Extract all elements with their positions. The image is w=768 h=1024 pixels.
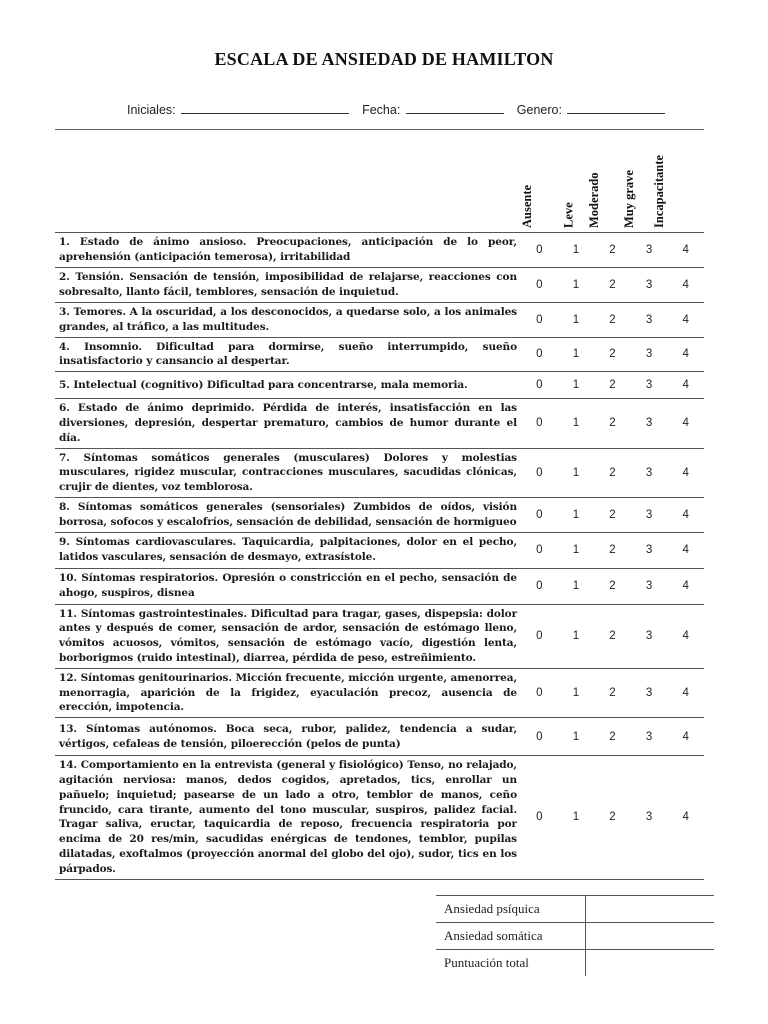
item-row (55, 267, 704, 302)
score-option[interactable]: 4 (667, 448, 704, 497)
score-option[interactable]: 0 (521, 372, 558, 399)
score-option[interactable]: 3 (631, 668, 668, 717)
score-option[interactable]: 2 (594, 756, 631, 879)
score-option[interactable]: 0 (521, 448, 558, 497)
score-option[interactable]: 1 (558, 568, 595, 604)
score-option[interactable]: 0 (521, 302, 558, 337)
summary-value-field[interactable] (586, 896, 715, 923)
score-option[interactable]: 4 (667, 668, 704, 717)
item-description: 7. Síntomas somáticos generales (musculares) Dolores y molestias musculares, rigidez muscular, contracciones musculares, sacudidas clónicas, crujir de dientes, voz temblorosa. (55, 448, 521, 497)
summary-table (436, 895, 714, 976)
score-option[interactable]: 3 (631, 532, 668, 568)
item-description: 2. Tensión. Sensación de tensión, imposibilidad de relajarse, reacciones con sobresalto, llanto fácil, temblores, sensación de inquietud. (55, 267, 521, 302)
score-option[interactable]: 3 (631, 399, 668, 448)
score-option[interactable]: 1 (558, 718, 595, 756)
score-option[interactable]: 3 (631, 267, 668, 302)
score-option[interactable]: 2 (594, 604, 631, 668)
score-option[interactable]: 3 (631, 302, 668, 337)
score-option[interactable]: 4 (667, 604, 704, 668)
score-option[interactable]: 1 (558, 604, 595, 668)
score-option[interactable]: 2 (594, 532, 631, 568)
score-option[interactable]: 1 (558, 448, 595, 497)
item-description: 6. Estado de ánimo deprimido. Pérdida de interés, insatisfacción en las diversiones, depresión, despertar prematuro, cambios de humor durante el día. (55, 399, 521, 448)
score-option[interactable]: 1 (558, 399, 595, 448)
score-option[interactable]: 3 (631, 337, 668, 372)
fecha-label: Fecha: (362, 103, 401, 117)
score-option[interactable]: 2 (594, 372, 631, 399)
score-option[interactable]: 2 (594, 337, 631, 372)
item-description: 10. Síntomas respiratorios. Opresión o constricción en el pecho, sensación de ahogo, suspiros, disnea (55, 568, 521, 604)
score-option[interactable]: 1 (558, 668, 595, 717)
score-option[interactable]: 3 (631, 568, 668, 604)
score-option[interactable]: 0 (521, 267, 558, 302)
item-row (55, 372, 704, 399)
score-option[interactable]: 1 (558, 302, 595, 337)
score-option[interactable]: 1 (558, 233, 595, 268)
score-option[interactable]: 4 (667, 756, 704, 879)
item-row (55, 302, 704, 337)
score-option[interactable]: 0 (521, 337, 558, 372)
iniciales-label: Iniciales: (127, 103, 176, 117)
score-option[interactable]: 0 (521, 756, 558, 879)
score-option[interactable]: 3 (631, 448, 668, 497)
summary-row (436, 896, 714, 923)
item-description: 1. Estado de ánimo ansioso. Preocupaciones, anticipación de lo peor, aprehensión (anticipación temerosa), irritabilidad (55, 233, 521, 268)
score-option[interactable]: 0 (521, 399, 558, 448)
score-option[interactable]: 3 (631, 604, 668, 668)
score-option[interactable]: 1 (558, 756, 595, 879)
top-divider (55, 129, 704, 130)
score-option[interactable]: 2 (594, 267, 631, 302)
score-option[interactable]: 0 (521, 497, 558, 532)
score-option[interactable]: 0 (521, 532, 558, 568)
header-fields (127, 101, 687, 117)
item-description: 8. Síntomas somáticos generales (sensoriales) Zumbidos de oídos, visión borrosa, sofocos y escalofríos, sensación de debilidad, sensación de hormigueo (55, 497, 521, 532)
score-option[interactable]: 4 (667, 337, 704, 372)
score-option[interactable]: 3 (631, 372, 668, 399)
score-option[interactable]: 1 (558, 267, 595, 302)
item-row (55, 568, 704, 604)
item-row (55, 448, 704, 497)
column-header-ausente (519, 136, 560, 228)
score-option[interactable]: 4 (667, 233, 704, 268)
item-description: 3. Temores. A la oscuridad, a los desconocidos, a quedarse solo, a los animales grandes, al tráfico, a las multitudes. (55, 302, 521, 337)
item-row (55, 233, 704, 268)
item-row (55, 337, 704, 372)
item-row (55, 718, 704, 756)
genero-field[interactable] (567, 101, 665, 114)
item-description: 14. Comportamiento en la entrevista (general y fisiológico) Tenso, no relajado, agitación nerviosa: manos, dedos cogidos, apretados, tics, enrollar un pañuelo; inquietud; pasearse de un lado a otro, temblor de manos, ceño fruncido, cara tirante, aumento del tono muscular, suspiros, palidez facial. Tragar saliva, eructar, taquicardia de reposo, frecuencia respiratoria por encima de 20 res/min, sacudidas enérgicas de tendones, temblor, pupilas dilatadas, exoftalmos (proyección anormal del globo del ojo), sudor, tics en los párpados. (55, 756, 521, 879)
item-description: 4. Insomnio. Dificultad para dormirse, sueño interrumpido, sueño insatisfactorio y cansancio al despertar. (55, 337, 521, 372)
column-label: Incapacitante (651, 155, 666, 228)
summary-label: Ansiedad psíquica (436, 896, 586, 923)
score-option[interactable]: 0 (521, 233, 558, 268)
score-option[interactable]: 4 (667, 568, 704, 604)
score-option[interactable]: 1 (558, 532, 595, 568)
score-option[interactable]: 2 (594, 302, 631, 337)
item-description: 5. Intelectual (cognitivo) Dificultad para concentrarse, mala memoria. (55, 372, 521, 399)
column-label: Muy grave (621, 170, 636, 228)
item-row (55, 497, 704, 532)
score-option[interactable]: 4 (667, 302, 704, 337)
iniciales-field[interactable] (181, 101, 349, 114)
score-option[interactable]: 4 (667, 532, 704, 568)
score-option[interactable]: 4 (667, 718, 704, 756)
score-option[interactable]: 2 (594, 399, 631, 448)
item-row (55, 668, 704, 717)
score-option[interactable]: 2 (594, 668, 631, 717)
item-row (55, 399, 704, 448)
score-option[interactable]: 1 (558, 372, 595, 399)
score-option[interactable]: 2 (594, 448, 631, 497)
score-option[interactable]: 2 (594, 233, 631, 268)
column-label: Ausente (519, 184, 534, 228)
score-option[interactable]: 3 (631, 233, 668, 268)
score-option[interactable]: 2 (594, 568, 631, 604)
item-description: 12. Síntomas genitourinarios. Micción frecuente, micción urgente, amenorrea, menorragia, aparición de la frigidez, eyaculación precoz, ausencia de erección, impotencia. (55, 668, 521, 717)
score-option[interactable]: 3 (631, 756, 668, 879)
score-option[interactable]: 0 (521, 718, 558, 756)
score-option[interactable]: 0 (521, 668, 558, 717)
fecha-field[interactable] (406, 101, 504, 114)
summary-label: Ansiedad somática (436, 923, 586, 950)
summary-value-field[interactable] (586, 923, 715, 950)
column-label: Leve (561, 202, 576, 228)
score-option[interactable]: 4 (667, 267, 704, 302)
score-option[interactable]: 3 (631, 718, 668, 756)
score-option[interactable]: 1 (558, 497, 595, 532)
summary-label: Puntuación total (444, 955, 529, 970)
page-title: ESCALA DE ANSIEDAD DE HAMILTON (214, 49, 554, 69)
score-option[interactable]: 2 (594, 497, 631, 532)
summary-row (436, 950, 714, 977)
items-table (55, 232, 704, 880)
score-option[interactable]: 0 (521, 568, 558, 604)
item-description: 9. Síntomas cardiovasculares. Taquicardia, palpitaciones, dolor en el pecho, latidos vasculares, sensación de desmayo, extrasístole. (55, 532, 521, 568)
column-label: Moderado (586, 172, 601, 228)
item-row (55, 756, 704, 879)
score-option[interactable]: 4 (667, 399, 704, 448)
score-option[interactable]: 0 (521, 604, 558, 668)
score-option[interactable]: 1 (558, 337, 595, 372)
score-option[interactable]: 4 (667, 372, 704, 399)
score-option[interactable]: 3 (631, 497, 668, 532)
summary-value-field[interactable] (586, 950, 715, 977)
item-row (55, 604, 704, 668)
column-header-incapacitante (651, 136, 704, 228)
item-description: 13. Síntomas autónomos. Boca seca, rubor, palidez, tendencia a sudar, vértigos, cefaleas de tensión, piloerección (pelos de punta) (55, 718, 521, 756)
item-description: 11. Síntomas gastrointestinales. Dificultad para tragar, gases, dispepsia: dolor antes y después de comer, sensación de ardor, sensación de estómago lleno, vómitos acuosos, vómitos, sensación de estómago vacío, digestión lenta, borborigmos (ruido intestinal), diarrea, pérdida de peso, estreñimiento. (55, 604, 521, 668)
score-option[interactable]: 2 (594, 718, 631, 756)
genero-label: Genero: (516, 103, 562, 117)
summary-row (436, 923, 714, 950)
score-option[interactable]: 4 (667, 497, 704, 532)
item-row (55, 532, 704, 568)
